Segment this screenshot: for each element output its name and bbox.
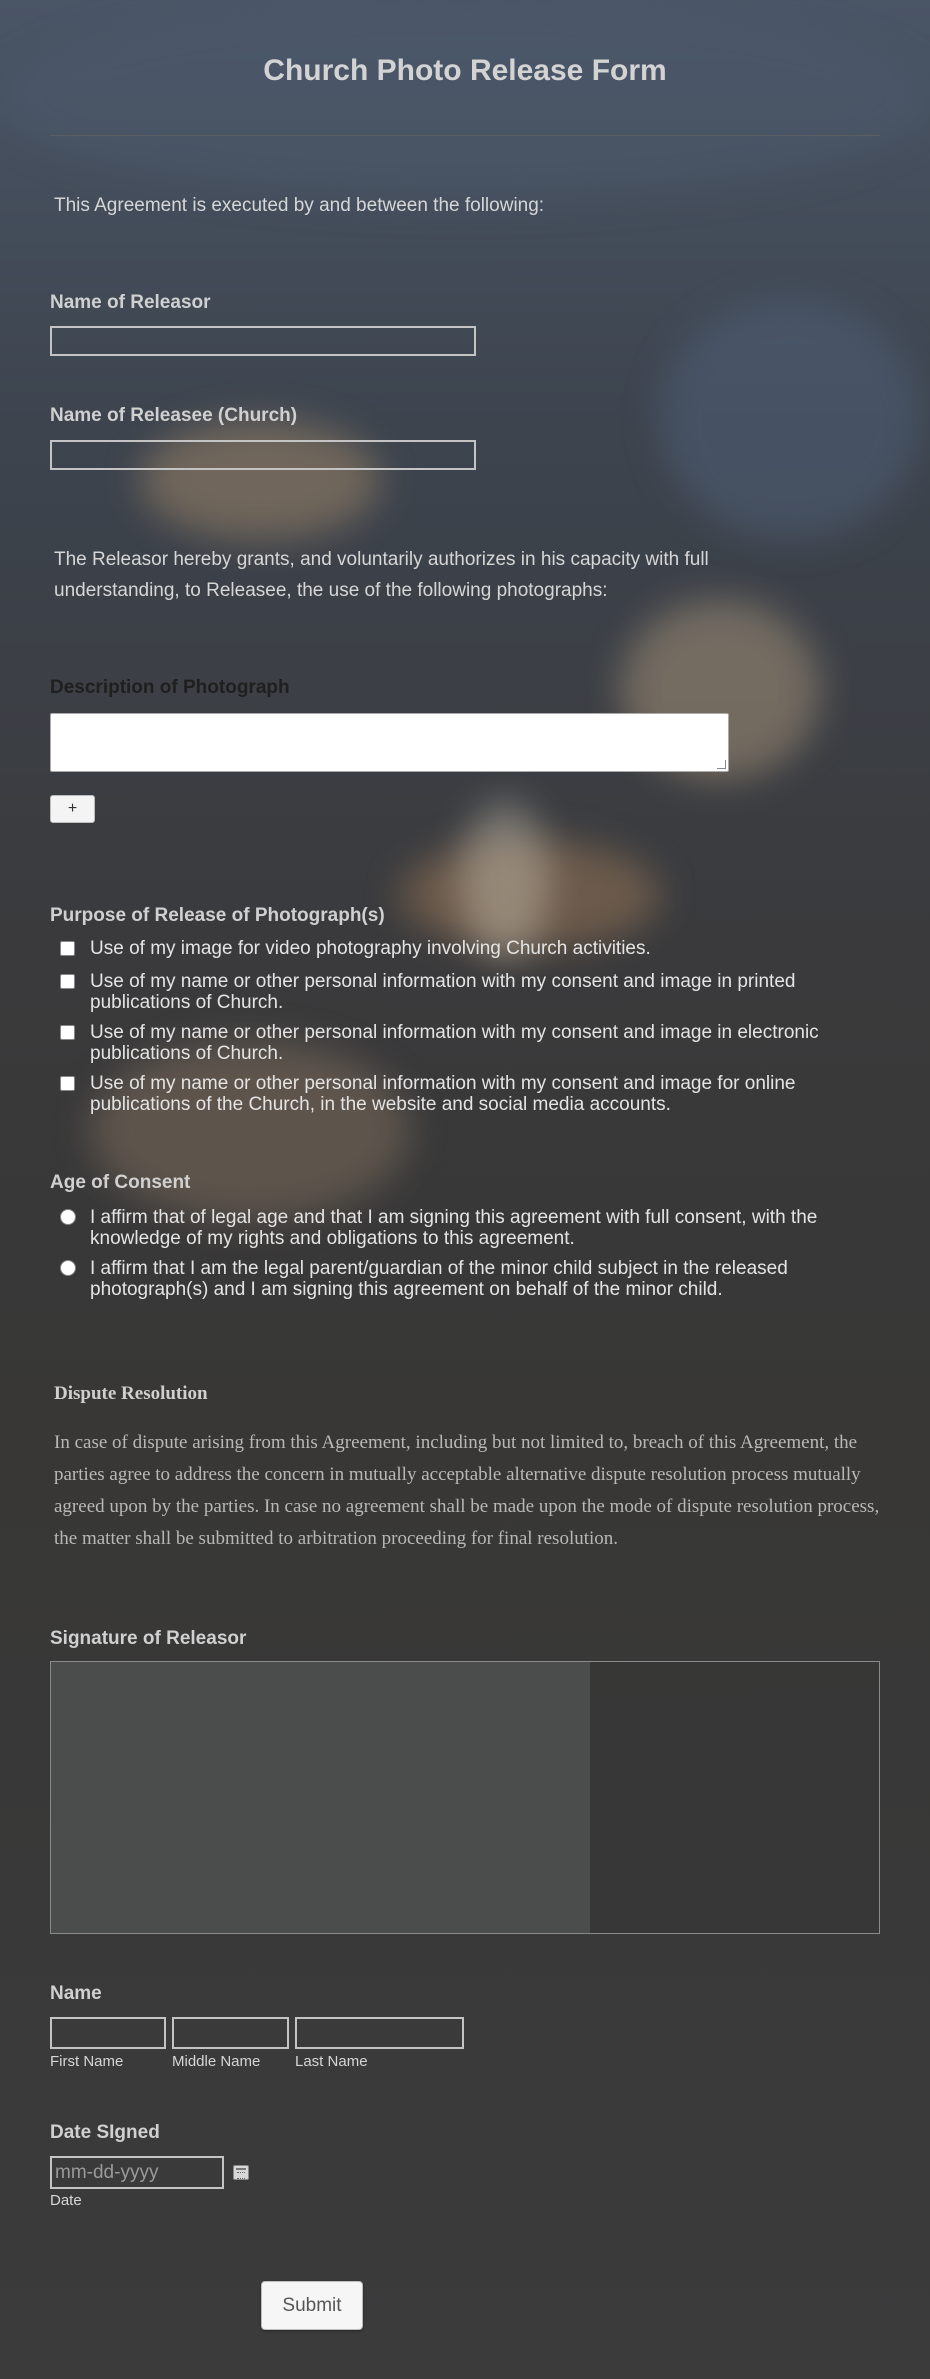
intro-text: This Agreement is executed by and between the following: [54,195,545,216]
checkbox[interactable] [60,1076,75,1091]
releasee-name-input[interactable] [50,440,476,470]
dispute-heading: Dispute Resolution [54,1383,208,1404]
releasor-name-input[interactable] [50,326,476,356]
purpose-option-label: Use of my name or other personal information with my consent and image in printed publications of Church. [90,971,796,1013]
radio-button[interactable] [60,1260,76,1276]
description-label: Description of Photograph [50,677,290,698]
date-input[interactable]: mm-dd-yyyy [50,2156,224,2189]
date-sublabel: Date [50,2192,82,2209]
add-row-button[interactable]: + [50,795,95,823]
last-name-input[interactable] [295,2017,464,2049]
first-name-input[interactable] [50,2017,166,2049]
checkbox[interactable] [60,974,75,989]
purpose-option-label: Use of my name or other personal information with my consent and image for online publications of the Church, in the website and social media accounts. [90,1073,796,1115]
checkbox[interactable] [60,941,75,956]
signature-canvas[interactable] [51,1662,590,1933]
consent-label: Age of Consent [50,1172,191,1193]
consent-option-label: I affirm that I am the legal parent/guardian of the minor child subject in the released photograph(s) and I am signing this agreement on behalf of the minor child. [90,1258,788,1300]
calendar-icon[interactable] [233,2165,249,2180]
releasee-label: Name of Releasee (Church) [50,405,298,426]
submit-button[interactable]: Submit [261,2281,363,2330]
purpose-option-label: Use of my name or other personal information with my consent and image in electronic publications of Church. [90,1022,819,1064]
signature-pad[interactable] [50,1661,880,1934]
resize-handle-icon[interactable] [717,760,726,769]
description-textarea[interactable] [50,713,729,772]
signature-label: Signature of Releasor [50,1628,247,1649]
form-title: Church Photo Release Form [263,54,667,87]
first-name-sublabel: First Name [50,2053,124,2070]
grant-text-line-1: The Releasor hereby grants, and voluntarily authorizes in his capacity with full [54,549,709,570]
title-divider [50,135,880,136]
purpose-option-label: Use of my image for video photography involving Church activities. [90,938,651,959]
releasor-label: Name of Releasor [50,292,211,313]
consent-option-label: I affirm that of legal age and that I am signing this agreement with full consent, with the knowledge of my rights and obligations to this agreement. [90,1207,818,1249]
radio-button[interactable] [60,1209,76,1225]
name-label: Name [50,1983,102,2004]
checkbox[interactable] [60,1025,75,1040]
date-label: Date SIgned [50,2122,160,2143]
grant-text [54,544,709,606]
last-name-sublabel: Last Name [295,2053,368,2070]
middle-name-input[interactable] [172,2017,289,2049]
purpose-label: Purpose of Release of Photograph(s) [50,905,385,926]
dispute-text: In case of dispute arising from this Agreement, including but not limited to, breach of this Agreement, the parties agree to address the concern in mutually acceptable alternative dispute resolution process mutually agreed upon by the parties. In case no agreement shall be made upon the mode of dispute resolution process, the matter shall be submitted to arbitration proceeding for final resolution. [54,1432,880,1549]
middle-name-sublabel: Middle Name [172,2053,261,2070]
grant-text-line-2: understanding, to Releasee, the use of the following photographs: [54,580,608,601]
